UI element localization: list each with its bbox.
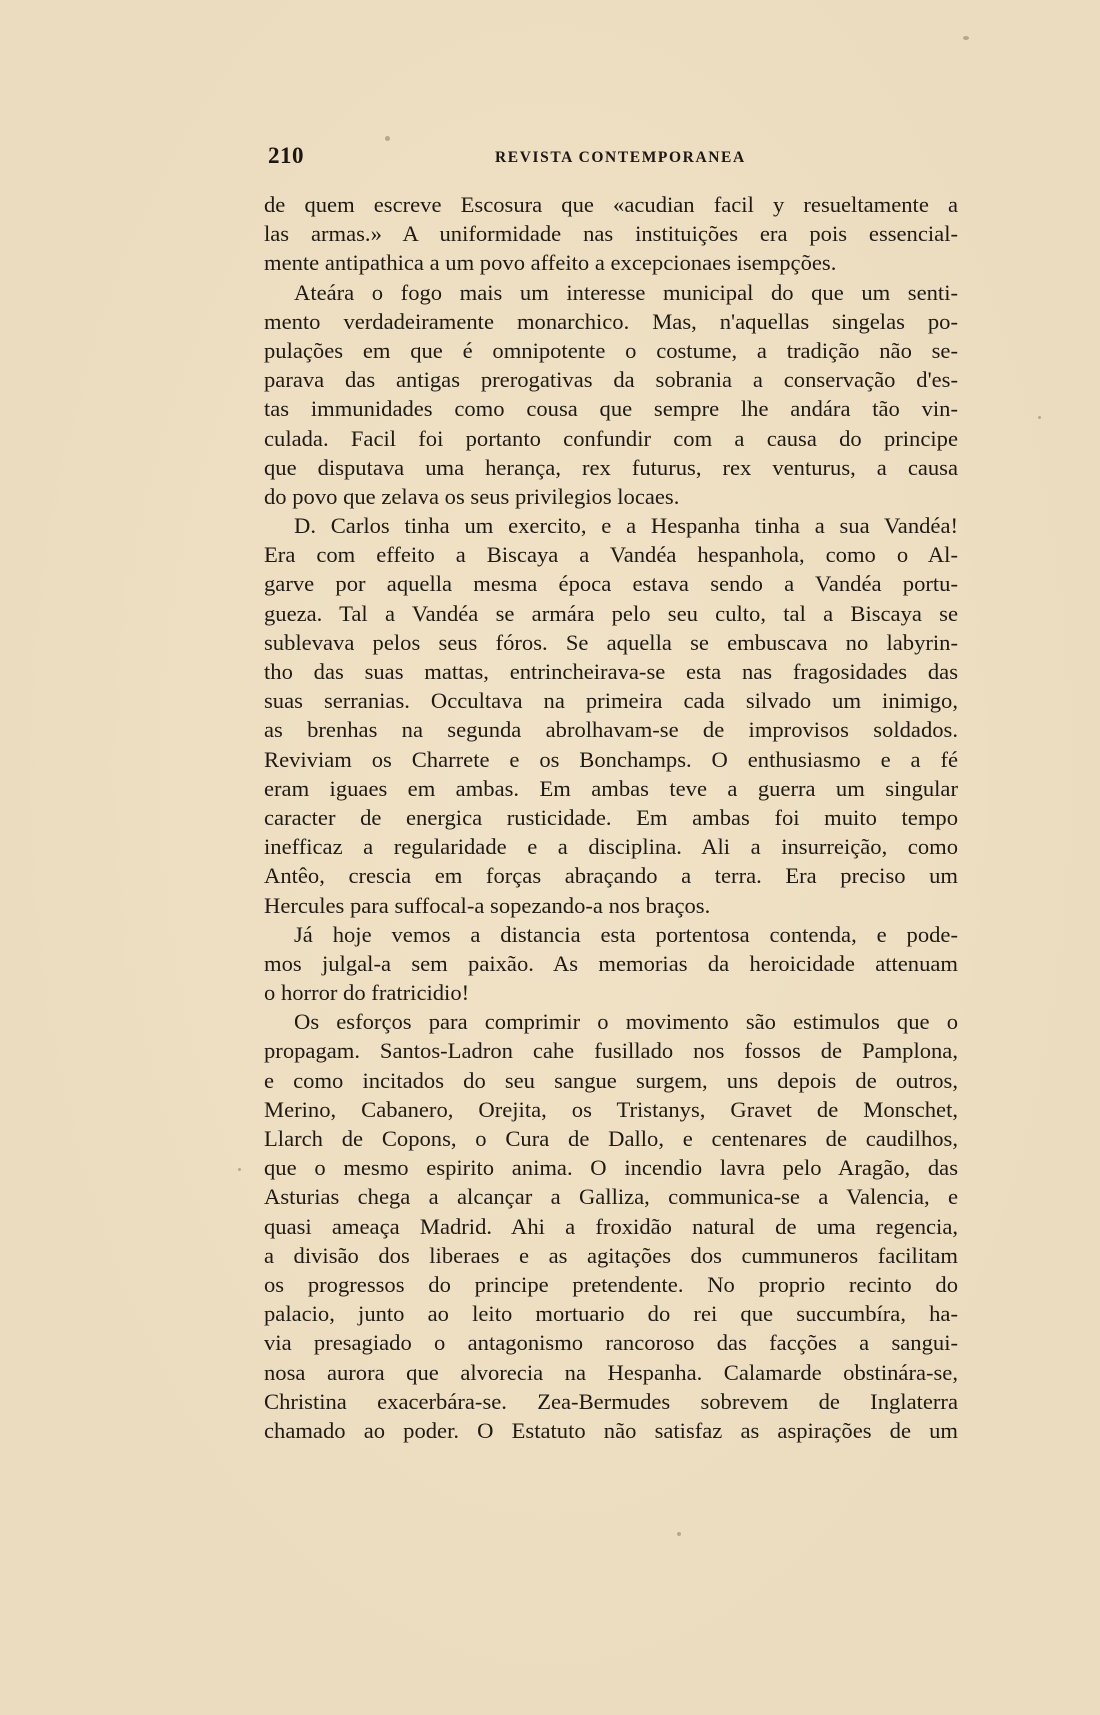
text-line: tho das suas mattas, entrincheirava-se esta nas fragosidades das: [264, 659, 958, 684]
text-line: palacio, junto ao leito mortuario do rei que succumbíra, ha-: [264, 1301, 958, 1327]
text-line: o horror do fratricidio!: [264, 980, 470, 1006]
text-line: do povo que zelava os seus privilegios locaes.: [264, 483, 680, 509]
text-line: pulações em que é omnipotente o costume, a tradição não se-: [264, 337, 958, 363]
page-number: 210: [268, 143, 304, 168]
text-line: Era com effeito a Biscaya a Vandéa hespanhola, como o Al-: [264, 542, 958, 568]
text-line: a divisão dos liberaes e as agitações dos cummuneros facilitam: [264, 1242, 958, 1268]
text-line: garve por aquella mesma época estava sendo a Vandéa portu-: [264, 571, 958, 597]
text-line: e como incitados do seu sangue surgem, uns depois de outros,: [264, 1067, 958, 1093]
text-line: culada. Facil foi portanto confundir com a causa do principe: [264, 425, 958, 451]
text-line: mente antipathica a um povo affeito a excepcionaes isempções.: [264, 250, 837, 276]
body-text: [264, 190, 958, 1445]
text-line: Christina exacerbára-se. Zea-Bermudes sobrevem de Inglaterra: [264, 1388, 958, 1414]
text-line: Antêo, crescia em forças abraçando a terra. Era preciso um: [264, 863, 958, 889]
text-line: Hercules para suffocal-a sopezando-a nos braços.: [264, 892, 711, 918]
text-line: caracter de energica rusticidade. Em ambas foi muito tempo: [264, 804, 958, 830]
text-line: propagam. Santos-Ladron cahe fusillado nos fossos de Pamplona,: [264, 1038, 958, 1064]
text-line: D. Carlos tinha um exercito, e a Hespanha tinha a sua Vandéa!: [294, 513, 958, 539]
ink-speck: [677, 1532, 681, 1536]
ink-speck: [385, 136, 390, 141]
text-line: de quem escreve Escosura que «acudian facil y resueltamente a: [264, 192, 958, 217]
text-line: mento verdadeiramente monarchico. Mas, n'aquellas singelas po-: [264, 308, 958, 334]
text-line: via presagiado o antagonismo rancoroso das facções a sangui-: [264, 1330, 958, 1356]
text-line: tas immunidades como cousa que sempre lhe andára tão vin-: [264, 396, 958, 422]
text-line: Ateára o fogo mais um interesse municipal do que um senti-: [294, 279, 958, 305]
text-line: gueza. Tal a Vandéa se armára pelo seu culto, tal a Biscaya se: [264, 600, 958, 626]
text-line: eram iguaes em ambas. Em ambas teve a guerra um singular: [264, 775, 958, 801]
text-line: las armas.» A uniformidade nas instituições era pois essencial-: [264, 221, 958, 247]
text-line: Llarch de Copons, o Cura de Dallo, e centenares de caudilhos,: [264, 1126, 958, 1151]
text-line: chamado ao poder. O Estatuto não satisfaz as aspirações de um: [264, 1417, 958, 1443]
text-line: inefficaz a regularidade e a disciplina. Ali a insurreição, como: [264, 834, 958, 860]
text-line: sublevava pelos seus fóros. Se aquella se embuscava no labyrin-: [264, 629, 958, 655]
text-line: Os esforços para comprimir o movimento são estimulos que o: [294, 1009, 958, 1035]
text-line: Reviviam os Charrete e os Bonchamps. O enthusiasmo e a fé: [264, 746, 958, 772]
running-head: REVISTA CONTEMPORANEA: [495, 149, 746, 166]
text-line: parava das antigas prerogativas da sobrania a conservação d'es-: [264, 367, 958, 393]
ink-speck: [238, 1168, 241, 1171]
text-line: que disputava uma herança, rex futurus, rex venturus, a causa: [264, 454, 958, 480]
text-line: quasi ameaça Madrid. Ahi a froxidão natural de uma regencia,: [264, 1213, 958, 1239]
ink-speck: [1038, 416, 1041, 419]
text-line: Asturias chega a alcançar a Galliza, communica-se a Valencia, e: [264, 1184, 958, 1210]
text-line: que o mesmo espirito anima. O incendio lavra pelo Aragão, das: [264, 1155, 958, 1181]
page-header: [268, 143, 958, 173]
text-line: os progressos do principe pretendente. No proprio recinto do: [264, 1271, 958, 1297]
text-line: nosa aurora que alvorecia na Hespanha. Calamarde obstinára-se,: [264, 1359, 958, 1385]
ink-speck: [963, 36, 969, 40]
text-line: as brenhas na segunda abrolhavam-se de improvisos soldados.: [264, 717, 958, 743]
text-line: Já hoje vemos a distancia esta portentosa contenda, e pode-: [294, 921, 958, 947]
text-line: mos julgal-a sem paixão. As memorias da heroicidade attenuam: [264, 950, 958, 976]
text-line: suas serranias. Occultava na primeira cada silvado um inimigo,: [264, 688, 958, 714]
text-line: Merino, Cabanero, Orejita, os Tristanys, Gravet de Monschet,: [264, 1096, 958, 1122]
